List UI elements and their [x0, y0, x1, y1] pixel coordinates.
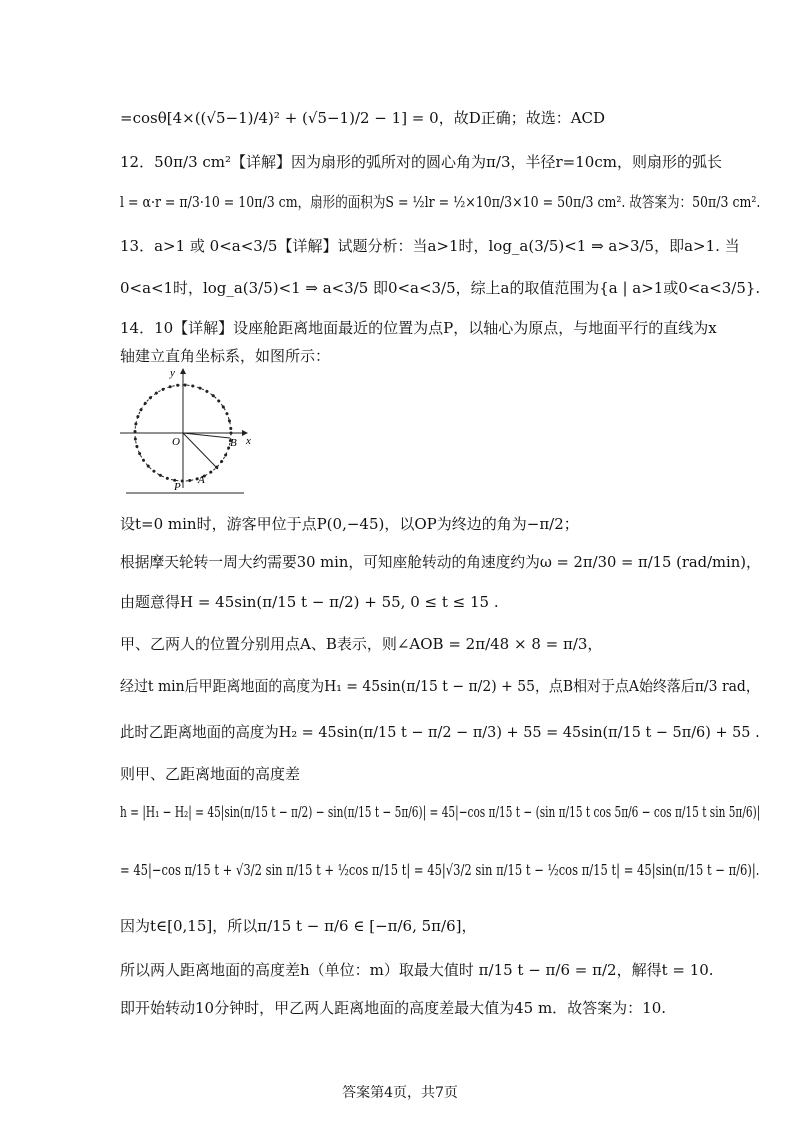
text-line-10: 由题意得H = 45sin(π/15 t − π/2) + 55, 0 ≤ t ≤ 15 .	[120, 593, 499, 611]
radius-oa	[183, 433, 218, 469]
page-footer: 答案第4页，共7页	[342, 1085, 458, 1101]
text-line-2: 12．50π/3 cm²【详解】因为扇形的弧所对的圆心角为π/3，半径r=10cm，则扇形的弧长	[120, 153, 722, 171]
text-line-16: = 45|−cos π/15 t + √3/2 sin π/15 t + ½cos π/15 t| = 45|√3/2 sin π/15 t − ½cos π/15 t| = 45|sin(π/15 t − π/6)|.	[120, 861, 760, 879]
text-line-9: 根据摩天轮转一周大约需要30 min，可知座舱转动的角速度约为ω = 2π/30 = π/15 (rad/min)，	[120, 553, 761, 571]
label-p: P	[174, 481, 181, 493]
label-a: A	[198, 474, 205, 486]
text-line-11: 甲、乙两人的位置分别用点A、B表示，则∠AOB = 2π/48 × 8 = π/3，	[120, 635, 603, 653]
radius-ob	[183, 433, 230, 438]
text-line-5: 0<a<1时，log_a(3/5)<1 ⇒ a<3/5 即0<a<3/5，综上a的取值范围为{a | a>1或0<a<3/5}.	[120, 279, 761, 297]
label-b: B	[230, 437, 237, 449]
text-line-7: 轴建立直角坐标系，如图所示：	[120, 347, 331, 365]
text-line-14: 则甲、乙距离地面的高度差	[120, 765, 301, 783]
text-line-4: 13．a>1 或 0<a<3/5【详解】试题分析：当a>1时，log_a(3/5)<1 ⇒ a>3/5，即a>1. 当	[120, 237, 740, 255]
label-x: x	[246, 435, 251, 447]
text-line-18: 所以两人距离地面的高度差h（单位：m）取最大值时 π/15 t − π/6 = π/2，解得t = 10.	[120, 961, 714, 979]
label-o: O	[172, 436, 180, 448]
text-line-17: 因为t∈[0,15]，所以π/15 t − π/6 ∈ [−π/6, 5π/6]，	[120, 917, 477, 935]
y-axis-arrow	[180, 368, 186, 374]
text-line-15: h = |H₁ − H₂| = 45|sin(π/15 t − π/2) − sin(π/15 t − 5π/6)| = 45|−cos π/15 t − (sin π/15 t cos 5π/6 − cos π/15 t sin 5π/6)|	[120, 803, 761, 821]
text-line-8: 设t=0 min时，游客甲位于点P(0,−45)，以OP为终边的角为−π/2；	[120, 515, 579, 533]
text-line-6: 14．10【详解】设座舱距离地面最近的位置为点P，以轴心为原点，与地面平行的直线为x	[120, 319, 717, 337]
text-line-12: 经过t min后甲距离地面的高度为H₁ = 45sin(π/15 t − π/2) + 55，点B相对于点A始终落后π/3 rad，	[120, 677, 760, 695]
label-y: y	[170, 367, 175, 379]
text-line-19: 即开始转动10分钟时，甲乙两人距离地面的高度差最大值为45 m．故答案为：10.	[120, 999, 667, 1017]
ferris-wheel-figure	[118, 362, 258, 502]
text-line-1: =cosθ[4×((√5−1)/4)² + (√5−1)/2 − 1] = 0，故D正确；故选：ACD	[120, 109, 606, 127]
text-line-13: 此时乙距离地面的高度为H₂ = 45sin(π/15 t − π/2 − π/3) + 55 = 45sin(π/15 t − 5π/6) + 55 .	[120, 723, 760, 741]
text-line-3: l = α·r = π/3·10 = 10π/3 cm，扇形的面积为S = ½lr = ½×10π/3×10 = 50π/3 cm². 故答案为：50π/3 cm².	[120, 193, 761, 211]
